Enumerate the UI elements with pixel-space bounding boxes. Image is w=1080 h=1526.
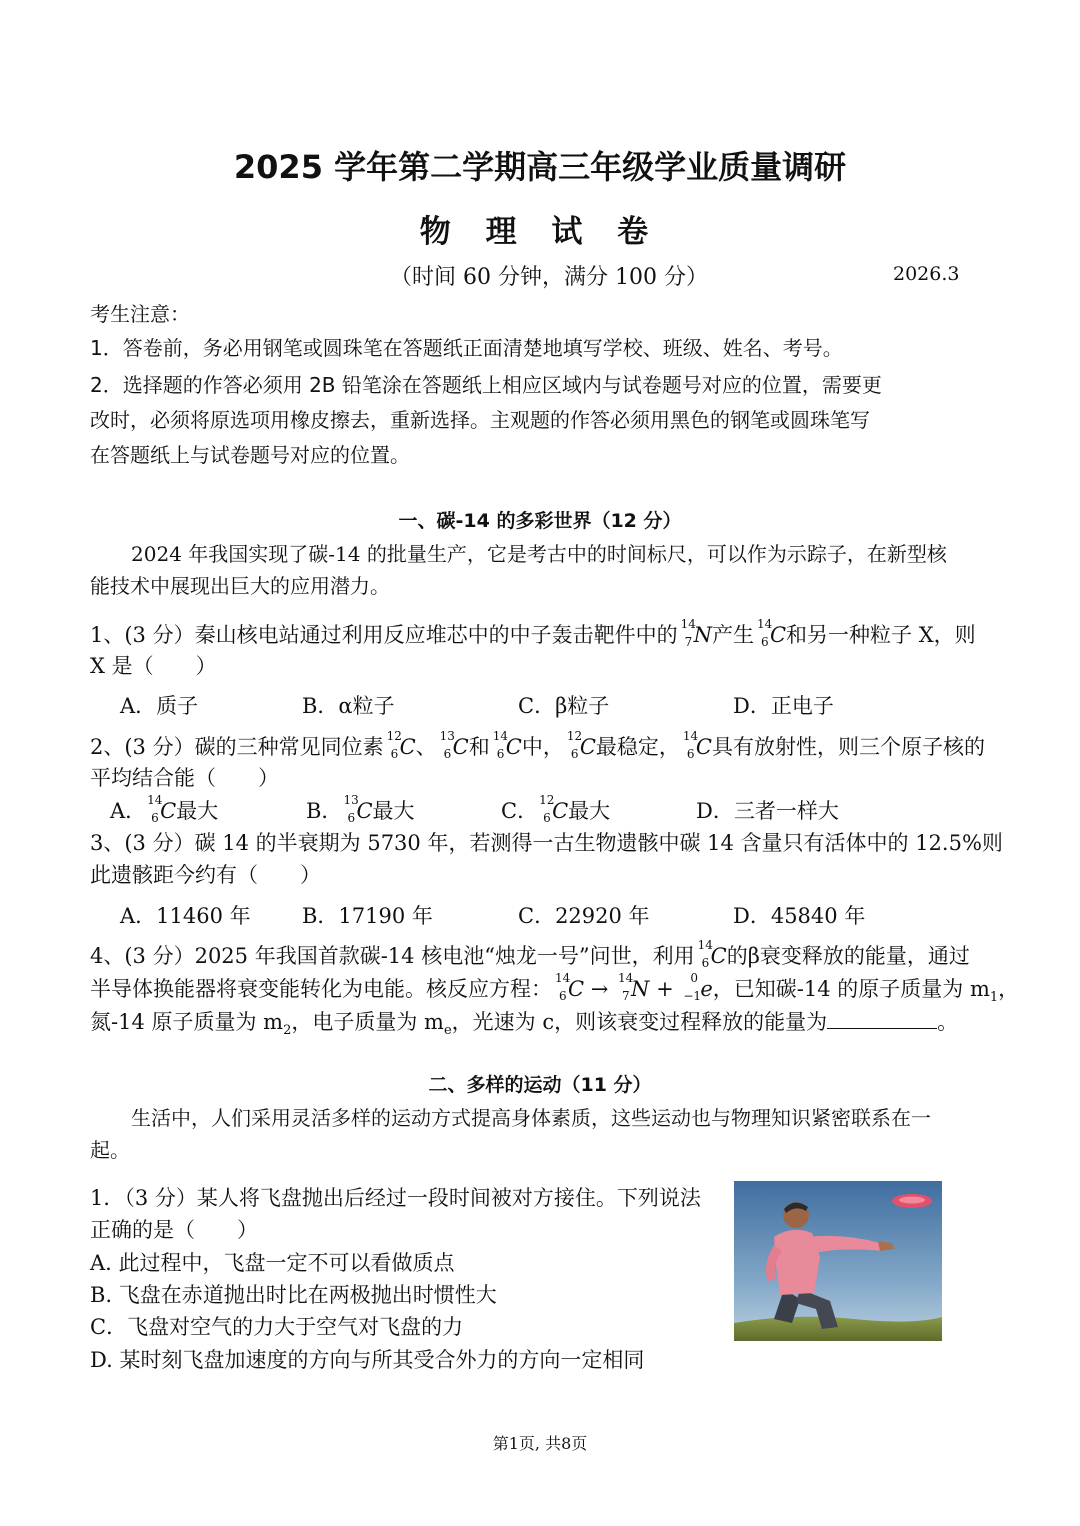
- question-1-4-line-3: [90, 1006, 958, 1038]
- notice-heading: 考生注意：: [90, 302, 190, 326]
- question-1-4-line-1: [90, 940, 970, 970]
- question-text: 具有放射性，则三个原子核的: [711, 735, 985, 759]
- option-a: A． 14 6 C最大: [110, 793, 219, 825]
- section-1-title: 一、碳-14 的多彩世界（12 分）: [398, 510, 682, 532]
- question-text: ，: [998, 977, 1020, 1001]
- option-d: D. 某时刻飞盘加速度的方向与所其受合外力的方向一定相同: [90, 1348, 645, 1372]
- exam-title: 2025 学年第二学期高三年级学业质量调研: [233, 148, 847, 186]
- nuclide-c14: 14 6 C: [697, 938, 727, 970]
- question-text: ，已知碳-14 的原子质量为 m: [712, 977, 990, 1001]
- option-c: C．飞盘对空气的力大于空气对飞盘的力: [90, 1315, 464, 1339]
- question-text: 的β衰变释放的能量，通过: [726, 944, 970, 968]
- nuclide-c14: 14 6 C: [555, 971, 585, 1003]
- question-text: 中，: [521, 735, 564, 759]
- question-1-1-line-2: X 是（ ）: [90, 654, 217, 678]
- option-a: A. 此过程中，飞盘一定不可以看做质点: [90, 1251, 455, 1275]
- question-text: 和另一种粒子 X，则: [786, 623, 976, 647]
- option-d: D．正电子: [733, 694, 834, 718]
- nuclide-n14: 14 7 N: [680, 617, 712, 649]
- plus-sign: +: [649, 977, 681, 1001]
- section-1-intro-line-2: 能技术中展现出巨大的应用潜力。: [90, 574, 390, 598]
- nuclide-electron: 0 −1 e: [683, 971, 713, 1003]
- option-b: B． 13 6 C最大: [306, 793, 415, 825]
- nuclide-c14: 14 6 C: [756, 617, 787, 649]
- option-b: B. 飞盘在赤道抛出时比在两极抛出时惯性大: [90, 1283, 497, 1307]
- subscript: e: [443, 1023, 452, 1039]
- question-1-2-line-1: [90, 731, 985, 761]
- notice-item-2-line-2: 改时，必须将原选项用橡皮擦去，重新选择。主观题的作答必须用黑色的钢笔或圆珠笔写: [90, 408, 870, 432]
- section-2-title: 二、多样的运动（11 分）: [428, 1074, 652, 1096]
- section-2-intro-line-2: 起。: [90, 1138, 130, 1162]
- question-1-3-line-2: 此遗骸距今约有（ ）: [90, 863, 321, 887]
- exam-date: 2026.3: [893, 263, 960, 285]
- question-text: 氮-14 原子质量为 m: [90, 1010, 284, 1034]
- question-1-1-line-1: [90, 619, 976, 649]
- question-text: ，电子质量为 m: [291, 1010, 444, 1034]
- nuclide-n14: 14 7 N: [618, 971, 650, 1003]
- question-1-3-line-1: 3、(3 分）碳 14 的半衰期为 5730 年，若测得一古生物遗骸中碳 14 含量只有活体中的 12.5%则: [90, 831, 1003, 855]
- option-d: D．45840 年: [733, 904, 866, 928]
- option-c: C．β粒子: [518, 694, 610, 718]
- notice-item-2-line-3: 在答题纸上与试卷题号对应的位置。: [90, 443, 410, 467]
- page-number: 第1页, 共8页: [492, 1434, 588, 1453]
- question-text: 。: [937, 1010, 959, 1034]
- question-text: 最稳定，: [595, 735, 680, 759]
- nuclide-c14: 14 6 C: [147, 793, 177, 825]
- notice-item-1: 1．答卷前，务必用钢笔或圆珠笔在答题纸正面清楚地填写学校、班级、姓名、考号。: [90, 336, 843, 360]
- nuclide-c13: 13 6 C: [439, 729, 469, 761]
- nuclide-c14: 14 6 C: [492, 729, 522, 761]
- nuclide-c12: 12 6 C: [386, 729, 416, 761]
- question-1-4-line-2: [90, 973, 1019, 1005]
- answer-blank[interactable]: [827, 1010, 937, 1029]
- question-2-1-line-2: 正确的是（ ）: [90, 1218, 258, 1242]
- reaction-arrow: →: [584, 977, 616, 1001]
- question-text: 半导体换能器将衰变能转化为电能。核反应方程：: [90, 977, 552, 1001]
- separator: 、: [415, 735, 437, 759]
- subject-title: 物 理 试 卷: [419, 214, 661, 250]
- option-b: B．17190 年: [302, 904, 433, 928]
- section-2-intro-line-1: 生活中，人们采用灵活多样的运动方式提高身体素质，这些运动也与物理知识紧密联系在一: [131, 1106, 931, 1130]
- question-text: ，光速为 c，则该衰变过程释放的能量为: [451, 1010, 828, 1034]
- option-c: C． 12 6 C最大: [501, 793, 611, 825]
- nuclide-c13: 13 6 C: [343, 793, 373, 825]
- separator: 和: [468, 735, 490, 759]
- option-d: D．三者一样大: [696, 799, 839, 823]
- subscript: 2: [283, 1023, 292, 1039]
- question-text: 产生: [711, 623, 754, 647]
- nuclide-c12: 12 6 C: [539, 793, 569, 825]
- nuclide-c14: 14 6 C: [682, 729, 712, 761]
- option-c: C．22920 年: [518, 904, 650, 928]
- section-1-intro-line-1: 2024 年我国实现了碳-14 的批量生产，它是考古中的时间标尺，可以作为示踪子，在新型核: [131, 542, 947, 566]
- option-b: B．α粒子: [302, 694, 395, 718]
- question-text: 2、(3 分）碳的三种常见同位素: [90, 735, 384, 759]
- question-text: 1、(3 分）秦山核电站通过利用反应堆芯中的中子轰击靶件中的: [90, 623, 678, 647]
- question-text: 4、(3 分）2025 年我国首款碳-14 核电池“烛龙一号”问世，利用: [90, 944, 695, 968]
- notice-item-2-line-1: 2．选择题的作答必须用 2B 铅笔涂在答题纸上相应区域内与试卷题号对应的位置，需要更: [90, 373, 882, 397]
- option-a: A．质子: [120, 694, 199, 718]
- question-2-1-line-1: 1．（3 分）某人将飞盘抛出后经过一段时间被对方接住。下列说法: [90, 1186, 701, 1210]
- time-info: （时间 60 分钟，满分 100 分）: [390, 265, 708, 290]
- subscript: 1: [989, 990, 999, 1006]
- question-1-2-line-2: 平均结合能（ ）: [90, 766, 279, 790]
- frisbee-photo: [734, 1181, 942, 1341]
- nuclide-c12: 12 6 C: [566, 729, 596, 761]
- option-a: A．11460 年: [120, 904, 251, 928]
